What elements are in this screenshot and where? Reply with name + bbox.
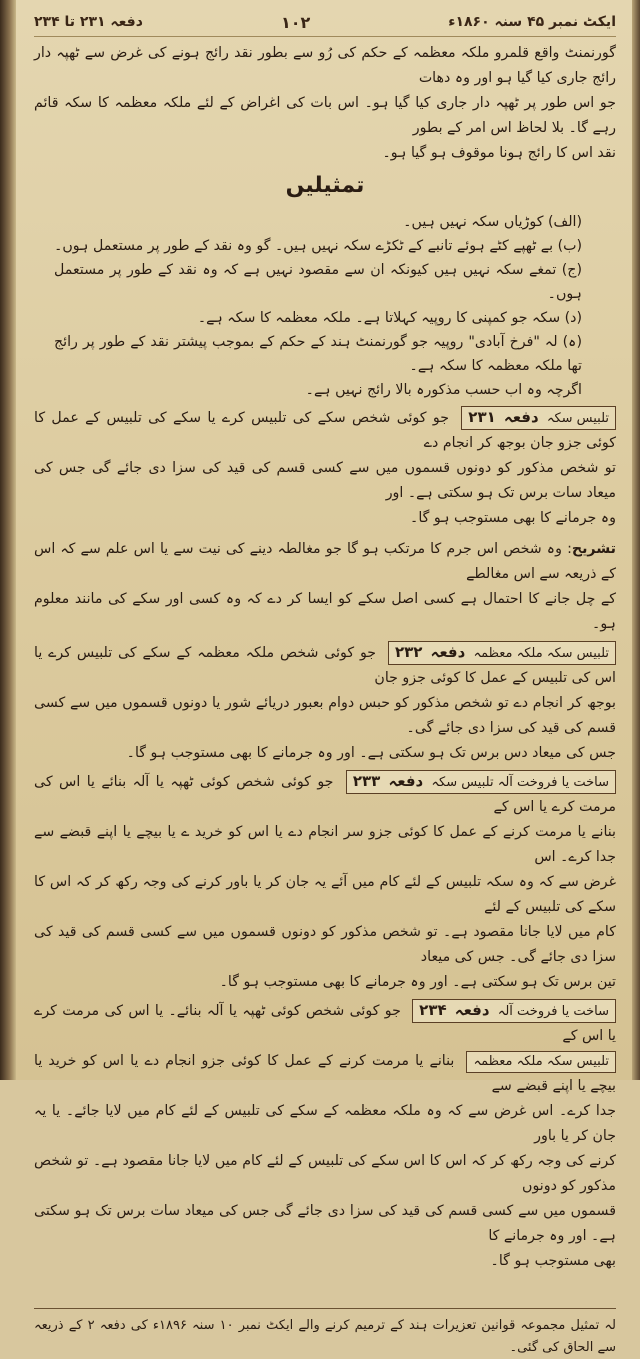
text-line: غرض سے کہ وہ سکہ تلبیس کے لئے کام میں آئے یہ جان کر یا باور کرنے کی وجہ رکھ کر کہ اس کا سکے کی تلبیس کے لئے [34,874,616,915]
text-line: وہ جرمانے کا بھی مستوجب ہو گا۔ [410,510,616,526]
text-line [34,770,616,820]
text-line: بنانے یا مرمت کرنے کے عمل کا کوئی جزو سر انجام دے یا اس کو خرید ے یا بیچے یا اپنے قبضے سے جدا کرے۔ اس [34,824,616,865]
section-number: ۲۳۱ [468,408,496,426]
section-number: ۲۳۴ [419,1001,447,1019]
section-233 [34,770,616,995]
page-header [34,8,616,37]
text-line: جو اس طور پر ٹھپہ دار جاری کیا گیا ہو۔ اس بات کی اغراض کے لئے ملکہ معظمہ کا سکہ قائم رہے گا۔ بلا لحاظ اس امر کے بطور [34,95,616,136]
section-232 [34,641,616,766]
page-number: ۱۰۲ [280,12,311,32]
section-231 [34,406,616,637]
illustration-item: (الف) کوڑیاں سکہ نہیں ہیں۔ [403,214,582,230]
text-line: کام میں لایا جانا مقصود ہے۔ تو شخص مذکور کو دونوں قسموں میں سے کسی قسم کی قید کی سزا دی جائے گی۔ جس کی میعاد [34,924,616,965]
section-text: جو کوئی شخص کوئی ٹھپہ یا آلہ بنائے یا اس کی مرمت کرے یا اس کے [34,774,616,815]
section-text: جو کوئی شخص سکے کی تلبیس کرے یا سکے کی تلبیس کے عمل کا کوئی جزو جان بوجھ کر انجام دے [34,410,616,451]
illustration-item: اگرچہ وہ اب حسب مذکورہ بالا رائج نہیں ہے۔ [305,382,582,398]
section-caption-box [388,641,616,665]
text-line: تو شخص مذکور کو دونوں قسموں میں سے کسی قسم کی قید کی سزا دی جائے گی جس کی میعاد سات برس تک ہو سکتی ہے۔ اور [34,460,616,501]
section-234 [34,999,616,1274]
section-caption-box-line2 [466,1051,616,1073]
text-line: جدا کرے۔ اس غرض سے کہ وہ ملکہ معظمہ کے سکے کی تلبیس کے لئے کام میں لایا جائے۔ یا یہ جان کر یا باور [34,1103,616,1144]
text-line: کے چل جانے کا احتمال ہے کسی اصل سکے کو ایسا کر دے کہ وہ کسی اور سکے کی مانند معلوم ہو۔ [34,591,616,632]
page-outer-edge [632,0,640,1080]
illustration-item: (د) سکہ جو کمپنی کا روپیہ کہلاتا ہے۔ ملکہ معظمہ کا سکہ ہے۔ [197,310,582,326]
text-line: گورنمنٹ واقع قلمرو ملکہ معظمہ کے حکم کی رُو سے بطور نقد رائج ہونے کی غرض سے ٹھپہ دار رائج جاری کیا گیا ہو اور وہ دھات [34,45,616,86]
text-line: نقد اس کا رائج ہونا موقوف ہو گیا ہو۔ [382,145,616,161]
section-number: ۲۳۲ [394,643,423,661]
section-caption: ساخت یا فروخت آلہ تلبیس سکہ [431,775,609,790]
section-label: دفعہ [503,408,539,426]
section-number: ۲۳۳ [352,772,381,790]
illustrations-list [34,210,616,402]
illustrations-heading: تمثیلیں [285,173,365,198]
text-line: تین برس تک ہو سکتی ہے۔ اور وہ جرمانے کا بھی مستوجب ہو گا۔ [219,974,616,990]
footnote-divider [34,1308,616,1309]
explanation-label: تشریح [571,541,617,557]
section-caption-box [346,770,616,794]
section-caption-box [412,999,616,1023]
text-line [34,406,616,456]
section-caption: تلبیس سکہ ملکہ معظمہ [473,1054,609,1069]
illustration-item: (ب) بے ٹھپے کٹے ہوئے تانبے کے ٹکڑے سکہ نہیں ہیں۔ گو وہ نقد کے طور پر مستعمل ہوں۔ [54,238,582,254]
text-line: کرنے کی وجہ رکھ کر کہ اس کا اس سکے کی تلبیس کے لئے کام میں لایا جانا مقصود ہے۔ تو شخص مذکور کو دونوں [34,1153,616,1194]
section-caption: تلبیس سکہ [546,411,609,426]
section-text: بنانے یا مرمت کرنے کے عمل کا کوئی جزو انجام دے یا اس کو خرید یا بیچے یا اپنے قبضے سے [34,1053,616,1094]
text-line [34,641,616,691]
text-line: تشریح: وہ شخص اس جرم کا مرتکب ہو گا جو مغالطہ دینے کی نیت سے یا اس علم سے کہ اس کے ذریعہ سے اس مغالطے [34,541,617,582]
footnote: لہ تمثیل مجموعہ قوانین تعزیرات ہند کے ترمیم کرنے والے ایکٹ نمبر ۱۰ سنہ ۱۸۹۶ء کی دفعہ ۲ کے ذریعہ سے الحاق کی گئی۔ [34,1318,616,1355]
illustration-item: (ہ) لہ "فرخ آبادی" روپیہ جو گورنمنٹ ہند کے حکم کے بموجب پیشتر نقد کے طور پر رائج تھا ملکہ معظمہ کا سکہ ہے۔ [54,334,582,374]
page-binding-edge [0,0,16,1080]
section-label: دفعہ [430,643,466,661]
explanation-text: وہ شخص اس جرم کا مرتکب ہو گا جو مغالطہ دینے کی نیت سے یا اس علم سے کہ اس کے ذریعہ سے اس مغالطے [34,541,616,582]
header-act-title: ایکٹ نمبر ۴۵ سنہ ۱۸۶۰ء [448,14,616,30]
section-caption-box [461,406,616,430]
section-text: جو کوئی شخص کوئی ٹھپہ یا آلہ بنائے۔ یا اس کی مرمت کرے یا اس کے [34,1003,616,1044]
header-section-range: دفعہ ۲۳۱ تا ۲۳۴ [34,14,143,30]
text-line: قسموں میں سے کسی قسم کی قید کی سزا دی جائے گی جس کی میعاد سات برس تک ہو سکتی ہے۔ اور وہ جرمانے کا [34,1203,616,1244]
illustration-item: (ج) تمغے سکہ نہیں ہیں کیونکہ ان سے مقصود نہیں ہے کہ وہ نقد کے طور پر مستعمل ہوں۔ [54,262,582,302]
section-label: دفعہ [454,1001,490,1019]
text-line: بوجھ کر انجام دے تو شخص مذکور کو حبس دوام بعبور دریائے شور یا دونوں قسموں میں سے کسی قسم کی قید کی سزا دی جائے گی۔ [34,695,616,736]
section-label: دفعہ [388,772,424,790]
section-caption: تلبیس سکہ ملکہ معظمہ [473,646,609,661]
text-line: بھی مستوجب ہو گا۔ [490,1253,616,1269]
text-line: جس کی میعاد دس برس تک ہو سکتی ہے۔ اور وہ جرمانے کا بھی مستوجب ہو گا۔ [126,745,616,761]
text-line [34,999,616,1049]
section-caption: ساخت یا فروخت آلہ [497,1004,609,1019]
section-text: جو کوئی شخص ملکہ معظمہ کے سکے کی تلبیس کرے یا اس کی تلبیس کے عمل کا کوئی جزو جان [34,645,616,686]
intro-paragraph [34,41,616,166]
text-line [34,1049,616,1099]
